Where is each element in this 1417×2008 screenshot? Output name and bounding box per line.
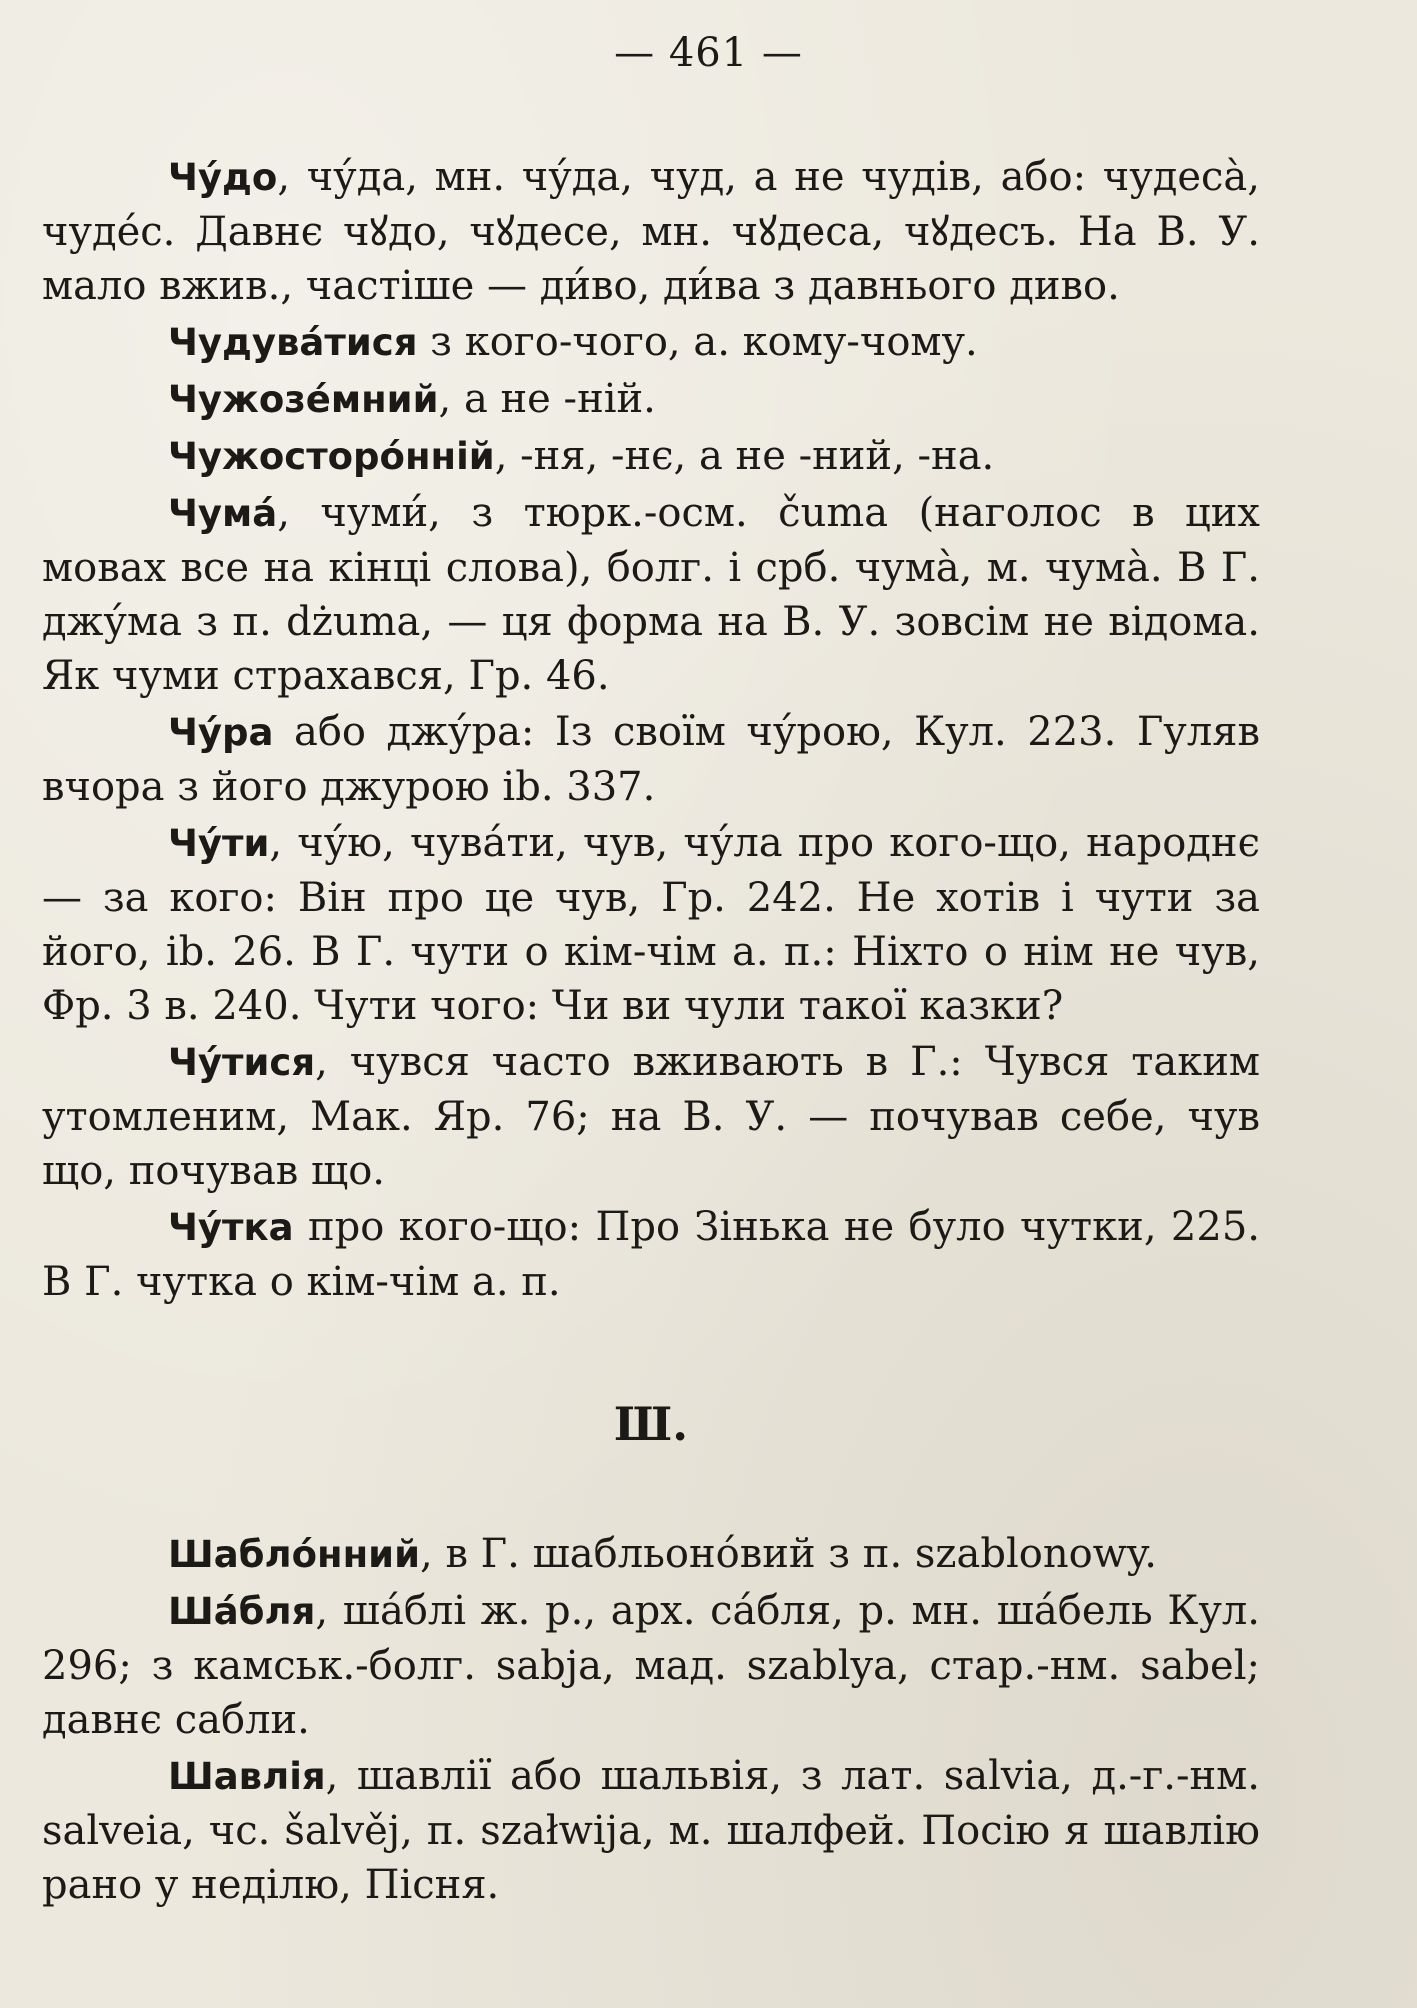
entry-body: , чу́да, мн. чу́да, чуд, а не чудів, або: чудеса̀, чуде́с. Давнє чꙋдо, чꙋдесе, мн. чꙋдеса, чꙋдесъ. На В. У. мало вжив., частіше — ди́во, ди́ва з давнього диво.: [42, 154, 1260, 309]
entry-body: , чуми́, з тюрк.-осм. čuma (наголос в цих мовах все на кінці слова), болг. і срб. чума̀, м. чума̀. В Г. джу́ма з п. dżuma, — ця форма на В. У. зовсім не відома. Як чуми страхався, Гр. 46.: [42, 490, 1260, 699]
headword: Чу́до: [168, 156, 278, 199]
headword: Чума́: [168, 492, 278, 535]
entry-chura: [42, 705, 1260, 814]
section-letter-heading: Ш.: [613, 1397, 689, 1451]
entry-body: , шавлії або шальвія, з лат. salvia, д.-г.-нм. salveia, чс. šalvěj, п. szałwija, м. шалфей. Посію я шавлію рано у неділю, Пісня.: [42, 1753, 1260, 1908]
headword: Чу́тися: [168, 1041, 316, 1084]
entry-body: або джу́ра: Із своїм чу́рою, Кул. 223. Гуляв вчора з його джурою іb. 337.: [42, 709, 1260, 810]
entry-shablia: [42, 1584, 1260, 1747]
entry-body: з кого-чого, а. кому-чому.: [417, 319, 978, 365]
entry-shavliia: [42, 1749, 1260, 1912]
entry-chuma: [42, 486, 1260, 703]
entry-body: про кого-що: Про Зінька не було чутки, 225. В Г. чутка о кім-чім а. п.: [42, 1204, 1260, 1305]
dictionary-text: [42, 150, 1260, 1914]
entry-chudo: [42, 150, 1260, 313]
entry-body: , а не -ній.: [438, 376, 656, 422]
entry-body: , чу́ю, чува́ти, чув, чу́ла про кого-що, народнє — за кого: Він про це чув, Гр. 242. Не хотів і чути за його, іb. 26. В Г. чути о кім-чім а. п.: Ніхто о нім не чув, Фр. 3 в. 240. Чути чого: Чи ви чули такої казки?: [42, 820, 1260, 1029]
entry-chutysia: [42, 1035, 1260, 1198]
headword: Чу́ра: [168, 711, 274, 754]
headword: Ша́бля: [168, 1590, 316, 1633]
entry-chutka: [42, 1200, 1260, 1309]
entry-shablonnyi: [42, 1527, 1260, 1582]
entry-chuzhozemnyi: [42, 372, 1260, 427]
entry-body: , в Г. шабльоно́вий з п. szablonowy.: [420, 1531, 1157, 1577]
entry-body: , чувся часто вживають в Г.: Чувся таким утомленим, Мак. Яр. 76; на В. У. — почував себе, чув що, почував що.: [42, 1039, 1260, 1194]
headword: Шабло́нний: [168, 1533, 421, 1576]
entry-body: , ша́блі ж. р., арх. са́бля, р. мн. ша́бель Кул. 296; з камськ.-болг. sabja, мад. szablya, стар.-нм. sabel; давнє сабли.: [42, 1588, 1260, 1743]
entry-body: , -ня, -нє, а не -ний, -на.: [494, 433, 995, 479]
headword: Чужосторо́нній: [168, 435, 495, 478]
page-number: — 461 —: [614, 30, 803, 76]
headword: Чу́тка: [168, 1206, 294, 1249]
headword: Чу́ти: [168, 822, 270, 865]
entry-chuduvatysia: [42, 315, 1260, 370]
headword: Чужозе́мний: [168, 378, 439, 421]
headword: Шавлія: [168, 1755, 326, 1798]
entry-chuzhostoronnii: [42, 429, 1260, 484]
headword: Чудува́тися: [168, 321, 418, 364]
entry-chuty: [42, 816, 1260, 1033]
